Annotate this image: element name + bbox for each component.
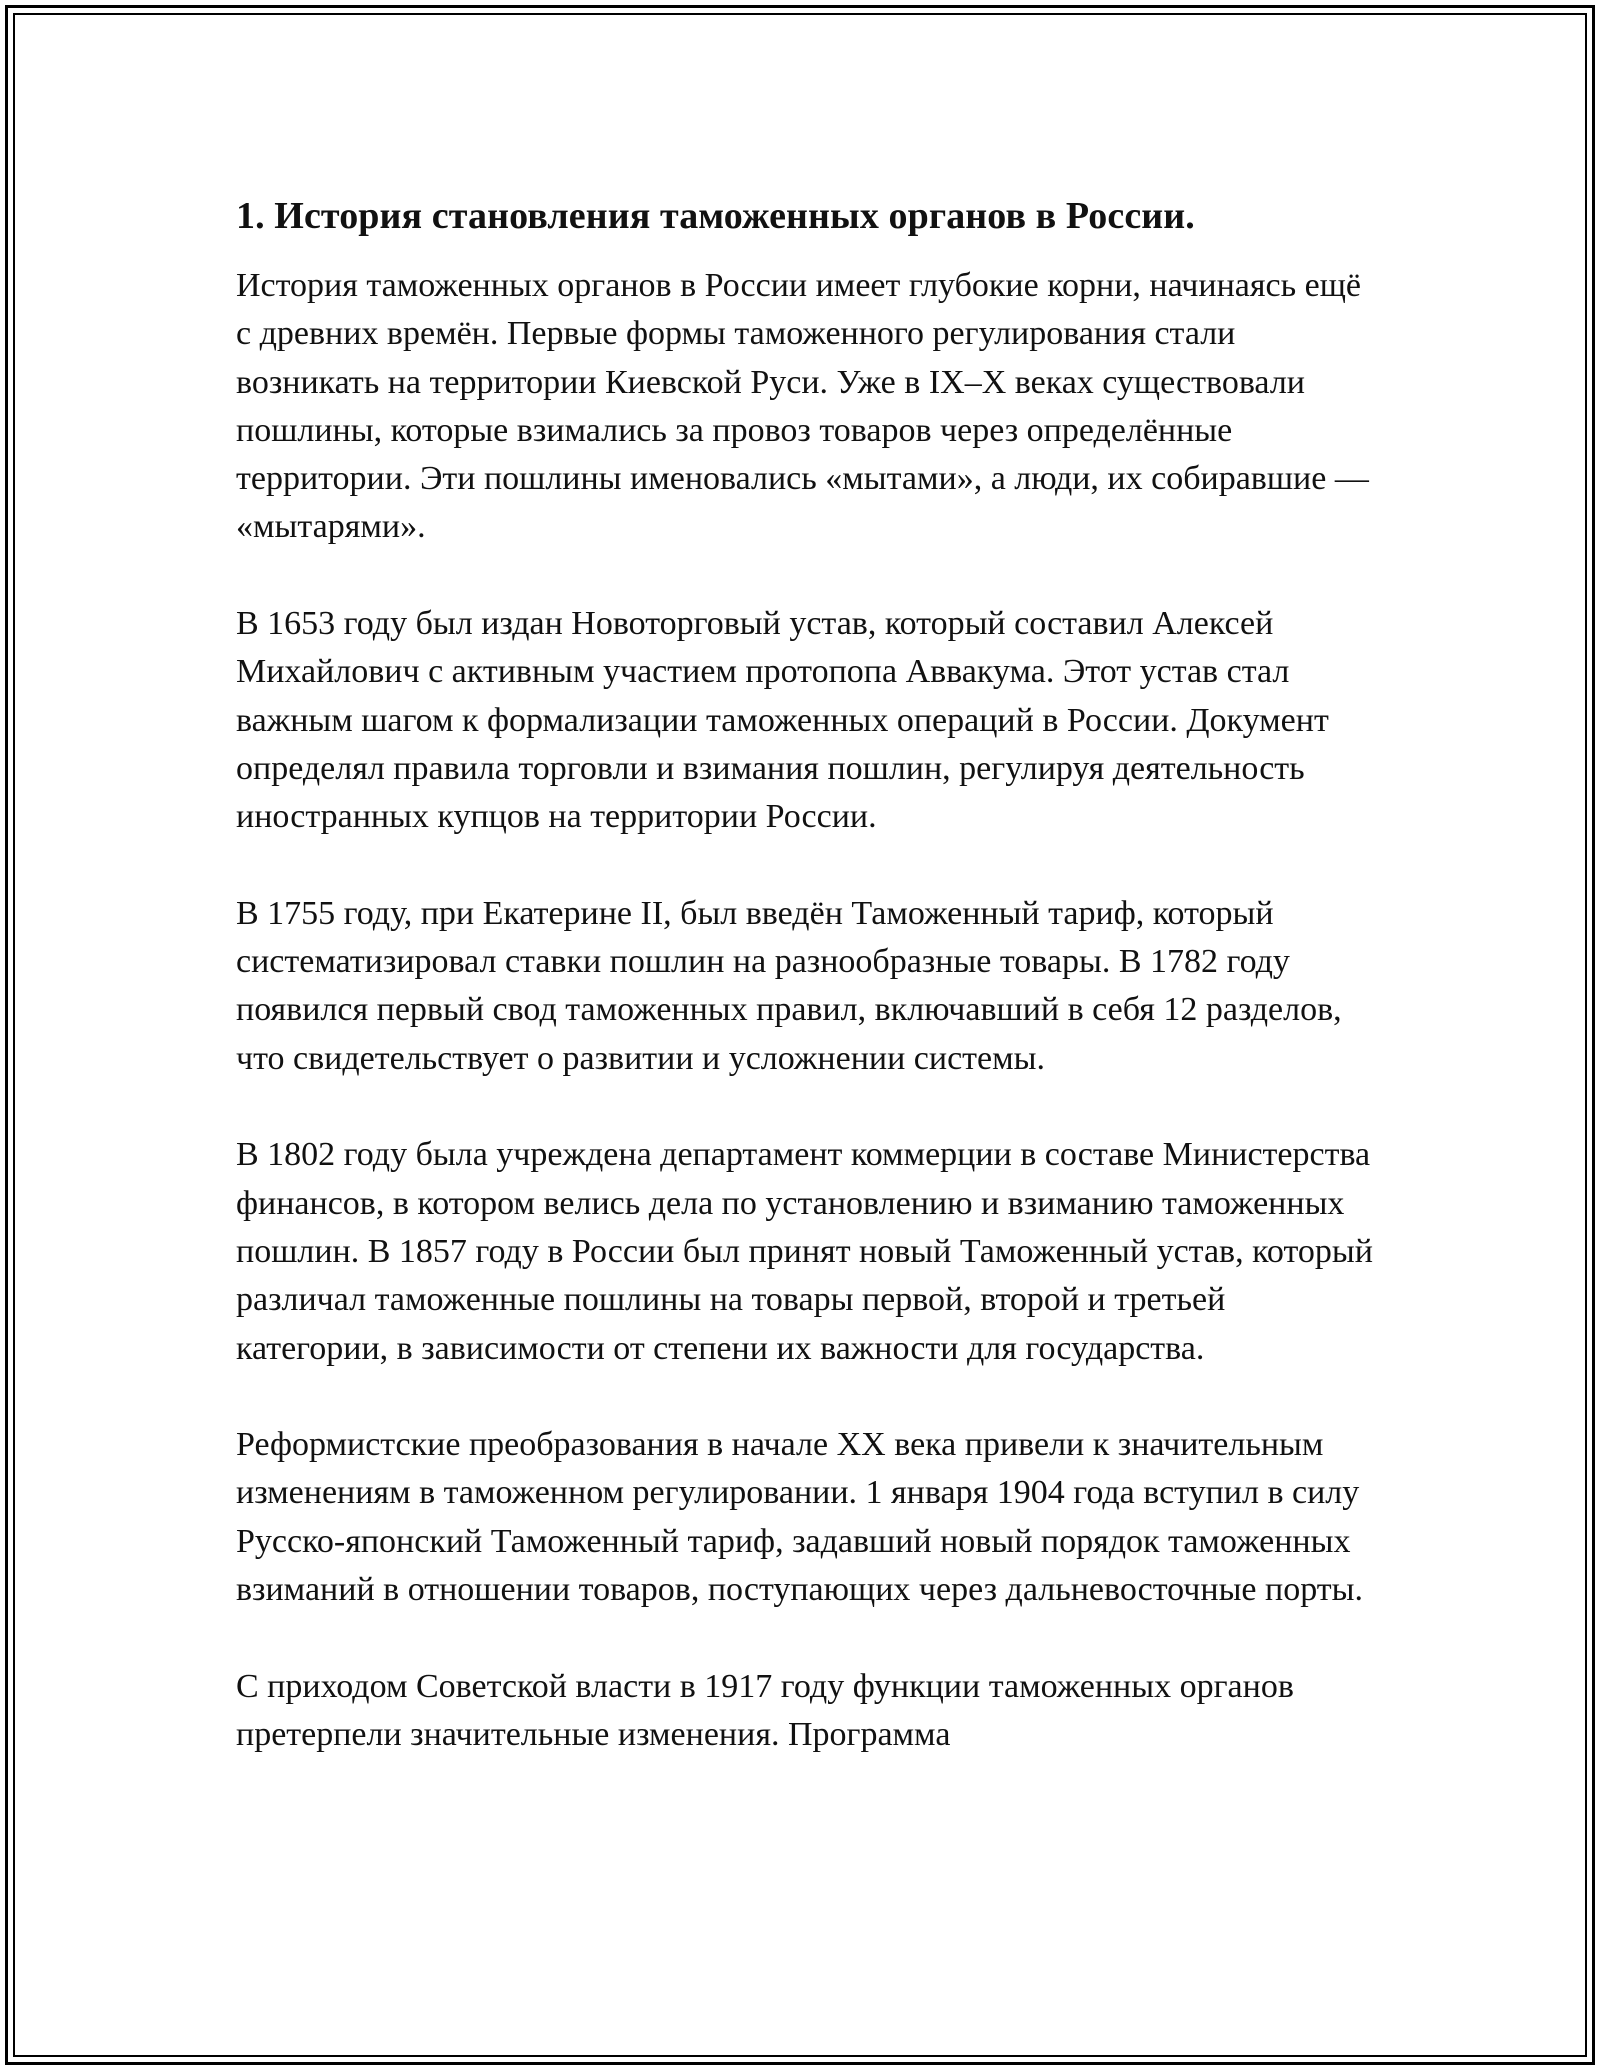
paragraph-soviet-power: С приходом Советской власти в 1917 году функции таможенных органов претерпели значительные изменения. Программа bbox=[236, 1667, 1294, 1753]
paragraph-1755-tariff: В 1755 году, при Екатерине II, был введён Таможенный тариф, который систематизировал ставки пошлин на разнообразные товары. В 1782 году появился первый свод таможенных правил, включавший в себя 12 разделов, что свидетельствует о развитии и усложнении системы. bbox=[236, 894, 1342, 1077]
paragraph-xx-century-reforms: Реформистские преобразования в начале XX века привели к значительным изменениям в таможенном регулировании. 1 января 1904 года вступил в силу Русско-японский Таможенный тариф, задавший новый порядок таможенных взиманий в отношении товаров, поступающих через дальневосточные порты. bbox=[236, 1426, 1363, 1609]
section-title: 1. История становления таможенных органов в России. bbox=[236, 195, 1195, 237]
document-body bbox=[236, 190, 1376, 1759]
paragraph-1653-charter: В 1653 году был издан Новоторговый устав, который составил Алексей Михайлович с активным участием протопопа Аввакума. Этот устав стал важным шагом к формализации таможенных операций в России. Документ определял правила торговли и взимания пошлин, регулируя деятельность иностранных купцов на территории России. bbox=[236, 605, 1329, 836]
paragraph-kievan-rus: История таможенных органов в России имеет глубокие корни, начинаясь ещё с древних времён. Первые формы таможенного регулирования стали возникать на территории Киевской Руси. Уже в IX–X веках существовали пошлины, которые взимались за провоз товаров через определённые территории. Эти пошлины именовались «мытами», а люди, их собиравшие — «мытарями». bbox=[236, 267, 1369, 546]
paragraph-1802-department: В 1802 году была учреждена департамент коммерции в составе Министерства финансов, в котором велись дела по установлению и взиманию таможенных пошлин. В 1857 году в России был принят новый Таможенный устав, который различал таможенные пошлины на товары первой, второй и третьей категории, в зависимости от степени их важности для государства. bbox=[236, 1136, 1373, 1367]
